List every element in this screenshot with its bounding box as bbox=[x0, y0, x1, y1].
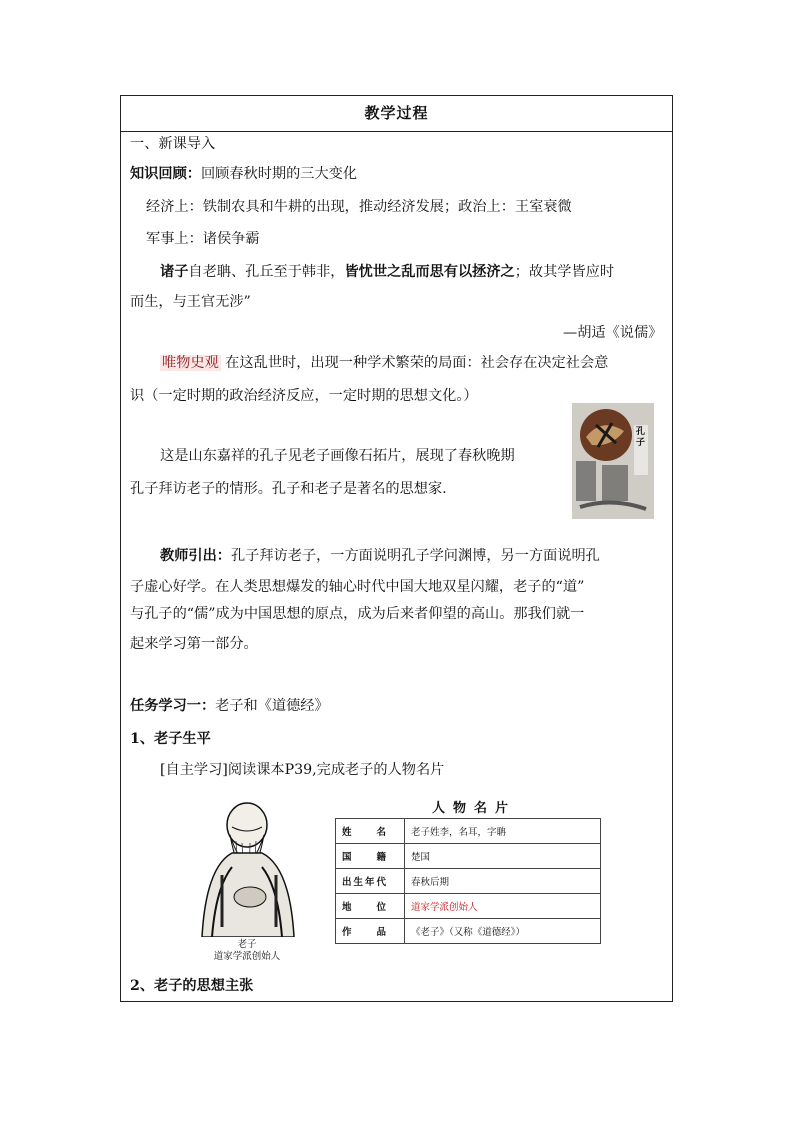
card-key: 姓 名 bbox=[336, 819, 405, 844]
card-row bbox=[336, 819, 601, 844]
portrait-caption-2: 道家学派创始人 bbox=[213, 951, 281, 962]
card-key: 国 籍 bbox=[336, 844, 405, 869]
portrait-caption-1: 老子 bbox=[237, 939, 257, 950]
self-study-line: [自主学习]阅读课本P39,完成老子的人物名片 bbox=[160, 762, 445, 778]
review-text: 回顾春秋时期的三大变化 bbox=[200, 166, 358, 182]
quote-bold-1: 诸子 bbox=[160, 264, 189, 280]
quote-bold-2: 皆忧世之乱而思有以拯济之 bbox=[344, 264, 515, 280]
materialism-line-1 bbox=[160, 353, 608, 373]
card-key: 地 位 bbox=[336, 894, 405, 919]
profile-card-table bbox=[335, 818, 601, 944]
materialism-text-1: 在这乱世时，出现一种学术繁荣的局面：社会存在决定社会意 bbox=[225, 355, 609, 371]
teacher-line-1 bbox=[160, 546, 600, 566]
card-key: 作 品 bbox=[336, 919, 405, 944]
stone-rubbing-image bbox=[572, 403, 654, 519]
section-heading-intro: 一、新课导入 bbox=[130, 136, 216, 152]
photo-label: 孔子 bbox=[636, 427, 646, 448]
teacher-line-4: 起来学习第一部分。 bbox=[130, 636, 258, 652]
quote-source: —胡适《说儒》 bbox=[563, 325, 663, 341]
military-line: 军事上：诸侯争霸 bbox=[146, 231, 260, 247]
quote-line-1 bbox=[160, 262, 614, 282]
review-line bbox=[130, 164, 357, 184]
card-row bbox=[336, 894, 601, 919]
card-row bbox=[336, 919, 601, 944]
card-row bbox=[336, 869, 601, 894]
card-value: 道家学派创始人 bbox=[405, 894, 601, 919]
card-key: 出生年代 bbox=[336, 869, 405, 894]
quote-line-2: 而生，与王官无涉” bbox=[130, 294, 251, 310]
task-heading-rest: 老子和《道德经》 bbox=[215, 698, 329, 714]
rubbing-line-1: 这是山东嘉祥的孔子见老子画像石拓片，展现了春秋晚期 bbox=[160, 448, 515, 464]
sub-heading-1: 1、老子生平 bbox=[130, 731, 211, 747]
card-value: 楚国 bbox=[405, 844, 601, 869]
economy-line: 经济上：铁制农具和牛耕的出现，推动经济发展；政治上：王室衰微 bbox=[146, 199, 572, 215]
review-label: 知识回顾： bbox=[130, 166, 201, 182]
sub-heading-2: 2、老子的思想主张 bbox=[130, 978, 254, 994]
materialism-label: 唯物史观 bbox=[162, 355, 219, 371]
materialism-line-2: 识（一定时期的政治经济反应，一定时期的思想文化。） bbox=[130, 388, 478, 404]
task-heading bbox=[130, 696, 329, 716]
card-value: 老子姓李，名耳，字聃 bbox=[405, 819, 601, 844]
teacher-line-2: 子虚心好学。在人类思想爆发的轴心时代中国大地双星闪耀，老子的“道” bbox=[130, 579, 585, 595]
teacher-label: 教师引出： bbox=[160, 548, 231, 564]
card-value: 春秋后期 bbox=[405, 869, 601, 894]
card-title: 人物名片 bbox=[432, 801, 517, 816]
card-value: 《老子》（又称《道德经》） bbox=[405, 919, 601, 944]
table-title: 教学过程 bbox=[121, 96, 672, 132]
rubbing-line-2: 孔子拜访老子的情形。孔子和老子是著名的思想家. bbox=[130, 481, 447, 497]
quote-mid: 自老聃、孔丘至于韩非， bbox=[188, 264, 345, 280]
quote-end: ；故其学皆应时 bbox=[514, 264, 615, 280]
teacher-line-3: 与孔子的“儒”成为中国思想的原点，成为后来者仰望的高山。那我们就一 bbox=[130, 606, 585, 622]
teacher-text-1: 孔子拜访老子，一方面说明孔子学问渊博，另一方面说明孔 bbox=[230, 548, 600, 564]
card-row bbox=[336, 844, 601, 869]
task-heading-bold: 任务学习一： bbox=[130, 698, 216, 714]
